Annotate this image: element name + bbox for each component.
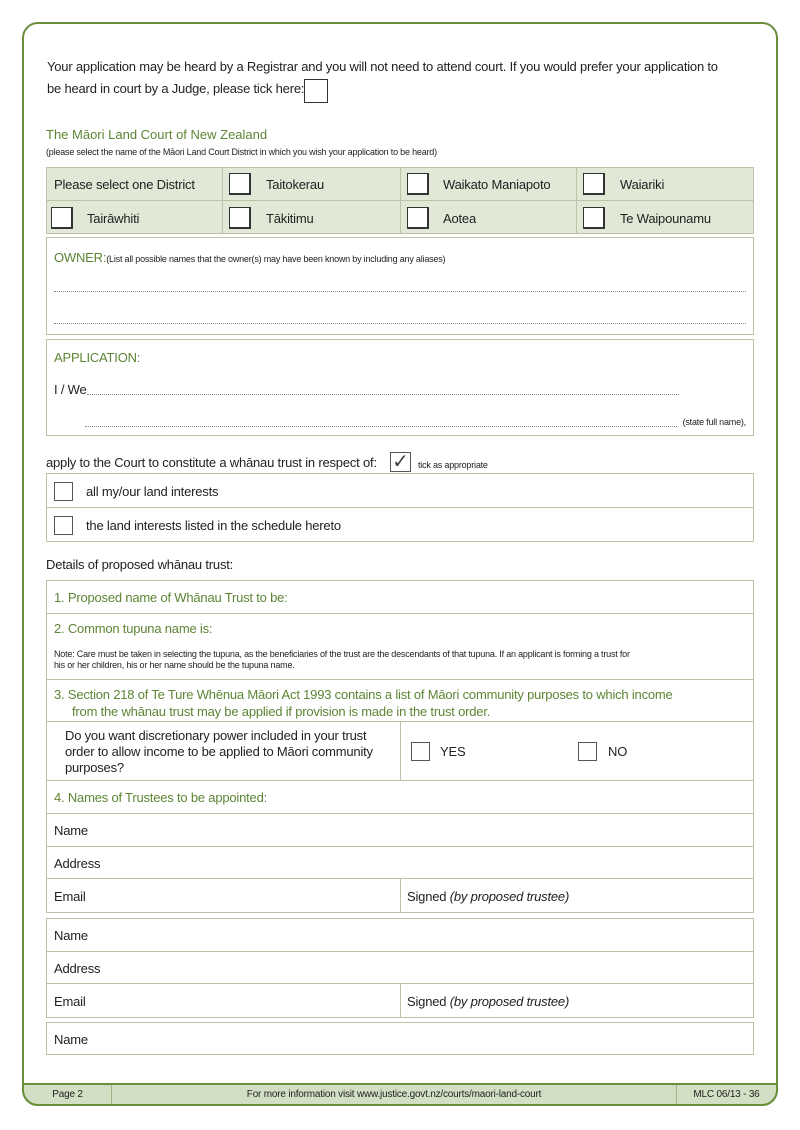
yes-label: YES bbox=[440, 744, 466, 759]
district-label: Taitokerau bbox=[266, 177, 324, 192]
tick-icon: ✓ bbox=[390, 452, 411, 472]
trustee-name-field[interactable]: Name bbox=[54, 928, 88, 943]
discretionary-question: Do you want discretionary power included in your trust order to allow income to be applied to Māori community purposes? bbox=[65, 728, 373, 775]
land-interests-table bbox=[46, 473, 754, 542]
trust-details-table bbox=[46, 580, 754, 913]
owner-hint: (List all possible names that the owner(s) may have been known by including any aliases) bbox=[106, 254, 446, 264]
footer bbox=[22, 1083, 778, 1106]
application-label: APPLICATION: bbox=[54, 350, 141, 365]
court-subtitle: (please select the name of the Māori Land Court District in which you wish your application to be heard) bbox=[46, 147, 437, 157]
owner-line[interactable] bbox=[54, 323, 746, 324]
note-text: his or her children, his or her name should be the tupuna name. bbox=[54, 660, 295, 670]
trustees-heading: 4. Names of Trustees to be appointed: bbox=[54, 790, 268, 805]
checkbox-waiariki[interactable] bbox=[583, 173, 605, 195]
judge-checkbox[interactable] bbox=[304, 79, 328, 103]
trustee-address-field[interactable]: Address bbox=[54, 855, 101, 871]
tick-hint: tick as appropriate bbox=[418, 460, 488, 470]
trustee-block-2 bbox=[46, 918, 754, 1018]
checkbox-te-waipounamu[interactable] bbox=[583, 207, 605, 229]
form-code: MLC 06/13 - 36 bbox=[676, 1085, 776, 1104]
tupuna-name-field[interactable]: 2. Common tupuna name is: bbox=[54, 621, 213, 636]
trustee-email-field[interactable]: Email bbox=[54, 889, 86, 904]
name-line[interactable] bbox=[85, 426, 677, 427]
trustee-signature-field[interactable]: Signed (by proposed trustee) bbox=[407, 994, 570, 1009]
apply-text: apply to the Court to constitute a whānau trust in respect of: bbox=[46, 455, 377, 470]
trustee-address-field[interactable]: Address bbox=[54, 960, 101, 976]
district-prompt: Please select one District bbox=[54, 177, 195, 192]
district-label: Waiariki bbox=[620, 177, 665, 192]
section-218-text: from the whānau trust may be applied if provision is made in the trust order. bbox=[72, 704, 491, 719]
application-section bbox=[46, 339, 754, 436]
checkbox-taitokerau[interactable] bbox=[229, 173, 251, 195]
district-label: Te Waipounamu bbox=[620, 210, 711, 226]
trustee-signature-field[interactable]: Signed (by proposed trustee) bbox=[407, 889, 570, 904]
name-line[interactable] bbox=[87, 394, 679, 395]
details-heading: Details of proposed whānau trust: bbox=[46, 557, 234, 572]
trustee-email-field[interactable]: Email bbox=[54, 994, 86, 1009]
trustee-name-field[interactable]: Name bbox=[54, 823, 88, 838]
checkbox-aotea[interactable] bbox=[407, 207, 429, 229]
checkbox-tairawhiti[interactable] bbox=[51, 207, 73, 229]
note-text: Note: Care must be taken in selecting the tupuna, as the beneficiaries of the trust are the descendants of that tupuna. If an applicant is forming a trust for bbox=[54, 649, 630, 659]
no-label: NO bbox=[608, 744, 628, 759]
checkbox-yes[interactable] bbox=[411, 742, 430, 761]
checkbox-takitimu[interactable] bbox=[229, 207, 251, 229]
district-label: Tākitimu bbox=[266, 210, 314, 226]
checkbox-all-land[interactable] bbox=[54, 482, 73, 501]
court-title: The Māori Land Court of New Zealand bbox=[46, 127, 268, 142]
checkbox-no[interactable] bbox=[578, 742, 597, 761]
section-218-text: 3. Section 218 of Te Ture Whēnua Māori Act 1993 contains a list of Māori community purposes to which income bbox=[54, 687, 673, 702]
district-label: Waikato Maniapoto bbox=[443, 177, 551, 192]
checkbox-listed-land[interactable] bbox=[54, 516, 73, 535]
owner-label: OWNER: bbox=[54, 250, 107, 265]
state-full-name: (state full name), bbox=[682, 417, 746, 427]
trustee-name-field[interactable]: Name bbox=[54, 1032, 88, 1047]
owner-line[interactable] bbox=[54, 291, 746, 292]
page-number: Page 2 bbox=[24, 1085, 112, 1104]
owner-section bbox=[46, 237, 754, 335]
district-table bbox=[46, 167, 754, 234]
iwe-label: I / We bbox=[54, 382, 87, 397]
checkbox-waikato-maniapoto[interactable] bbox=[407, 173, 429, 195]
trustee-block-3 bbox=[46, 1022, 754, 1055]
district-label: Aotea bbox=[443, 210, 476, 226]
intro-text: Your application may be heard by a Registrar and you will not need to attend court. If you would prefer your application to be heard in court by a Judge, please tick here: bbox=[47, 59, 757, 103]
trust-name-field[interactable]: 1. Proposed name of Whānau Trust to be: bbox=[54, 590, 288, 605]
option-label: all my/our land interests bbox=[86, 483, 219, 499]
footer-info: For more information visit www.justice.govt.nz/courts/maori-land-court bbox=[246, 1089, 542, 1100]
district-label: Tairāwhiti bbox=[87, 210, 140, 226]
option-label: the land interests listed in the schedule hereto bbox=[86, 518, 341, 533]
